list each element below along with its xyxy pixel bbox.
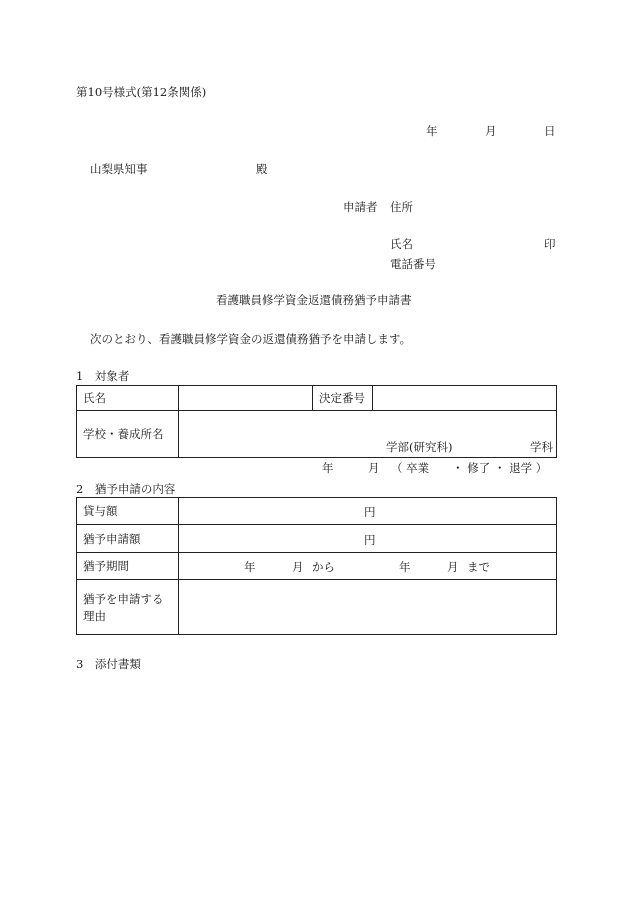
deferral-amount-value-cell (179, 525, 557, 553)
school-value-cell (179, 411, 557, 475)
applicant-label: 申請者 (343, 200, 378, 214)
period-until-label: まで (467, 560, 490, 574)
deferral-amount-unit: 円 (364, 532, 376, 547)
deferral-period-value-cell (179, 553, 557, 580)
school-label: 学校・養成所名 (83, 427, 164, 441)
reason-value-cell (179, 580, 557, 635)
period-end-month-label: 月 (447, 560, 459, 574)
decision-number-label: 決定番号 (319, 391, 365, 405)
phone-label: 電話番号 (390, 257, 436, 271)
decision-number-label-cell (313, 386, 373, 411)
deferral-period-label-cell (77, 553, 179, 580)
seal-mark: 印 (544, 237, 556, 251)
loan-amount-label: 貸与額 (83, 504, 118, 518)
section3-heading: 3 添付書類 (76, 657, 141, 671)
loan-amount-unit: 円 (364, 505, 376, 519)
loan-amount-label-cell (77, 498, 179, 525)
name-label-cell (77, 386, 179, 411)
period-end-year-label: 年 (399, 560, 411, 574)
addressee-honorific: 殿 (256, 162, 268, 176)
school-label-cell (77, 411, 179, 458)
date-year-label: 年 (426, 124, 438, 138)
name-value-cell (179, 386, 313, 411)
period-start-month-label: 月 (292, 560, 304, 574)
date-month-label: 月 (485, 124, 497, 138)
applicant-name-label: 氏名 (390, 237, 413, 251)
loan-amount-value-cell (179, 498, 557, 525)
reason-label-line2: 理由 (83, 609, 106, 623)
address-label: 住所 (390, 200, 413, 214)
faculty-label: 学部(研究科) (386, 440, 453, 454)
date-day-label: 日 (544, 124, 556, 138)
target-person-table (76, 385, 557, 475)
graduation-month-label: 月 (368, 461, 380, 475)
graduation-status: （ 卒業 ・ 修了 ・ 退学 ） (391, 461, 548, 475)
reason-label-cell (77, 580, 179, 635)
intro-text: 次のとおり、看護職員修学資金の返還債務猶予を申請します。 (90, 332, 412, 346)
deferral-amount-label: 猶予申請額 (83, 531, 141, 546)
deferral-period-label: 猶予期間 (83, 559, 129, 573)
department-label: 学科 (530, 440, 553, 454)
section2-heading: 2 猶予申請の内容 (76, 482, 176, 496)
section1-heading: 1 対象者 (76, 369, 130, 383)
name-label: 氏名 (83, 391, 106, 405)
decision-number-value-cell (373, 386, 557, 411)
addressee-name: 山梨県知事 (90, 162, 148, 176)
form-number: 第10号様式(第12条関係) (76, 85, 207, 99)
graduation-year-label: 年 (322, 461, 334, 475)
reason-label-line1: 猶予を申請する (83, 592, 164, 606)
deferral-content-table (76, 497, 557, 635)
document-title: 看護職員修学資金返還債務猶予申請書 (216, 293, 412, 307)
period-start-year-label: 年 (244, 560, 256, 574)
deferral-amount-label-cell (77, 525, 179, 553)
period-from-label: から (312, 560, 335, 574)
